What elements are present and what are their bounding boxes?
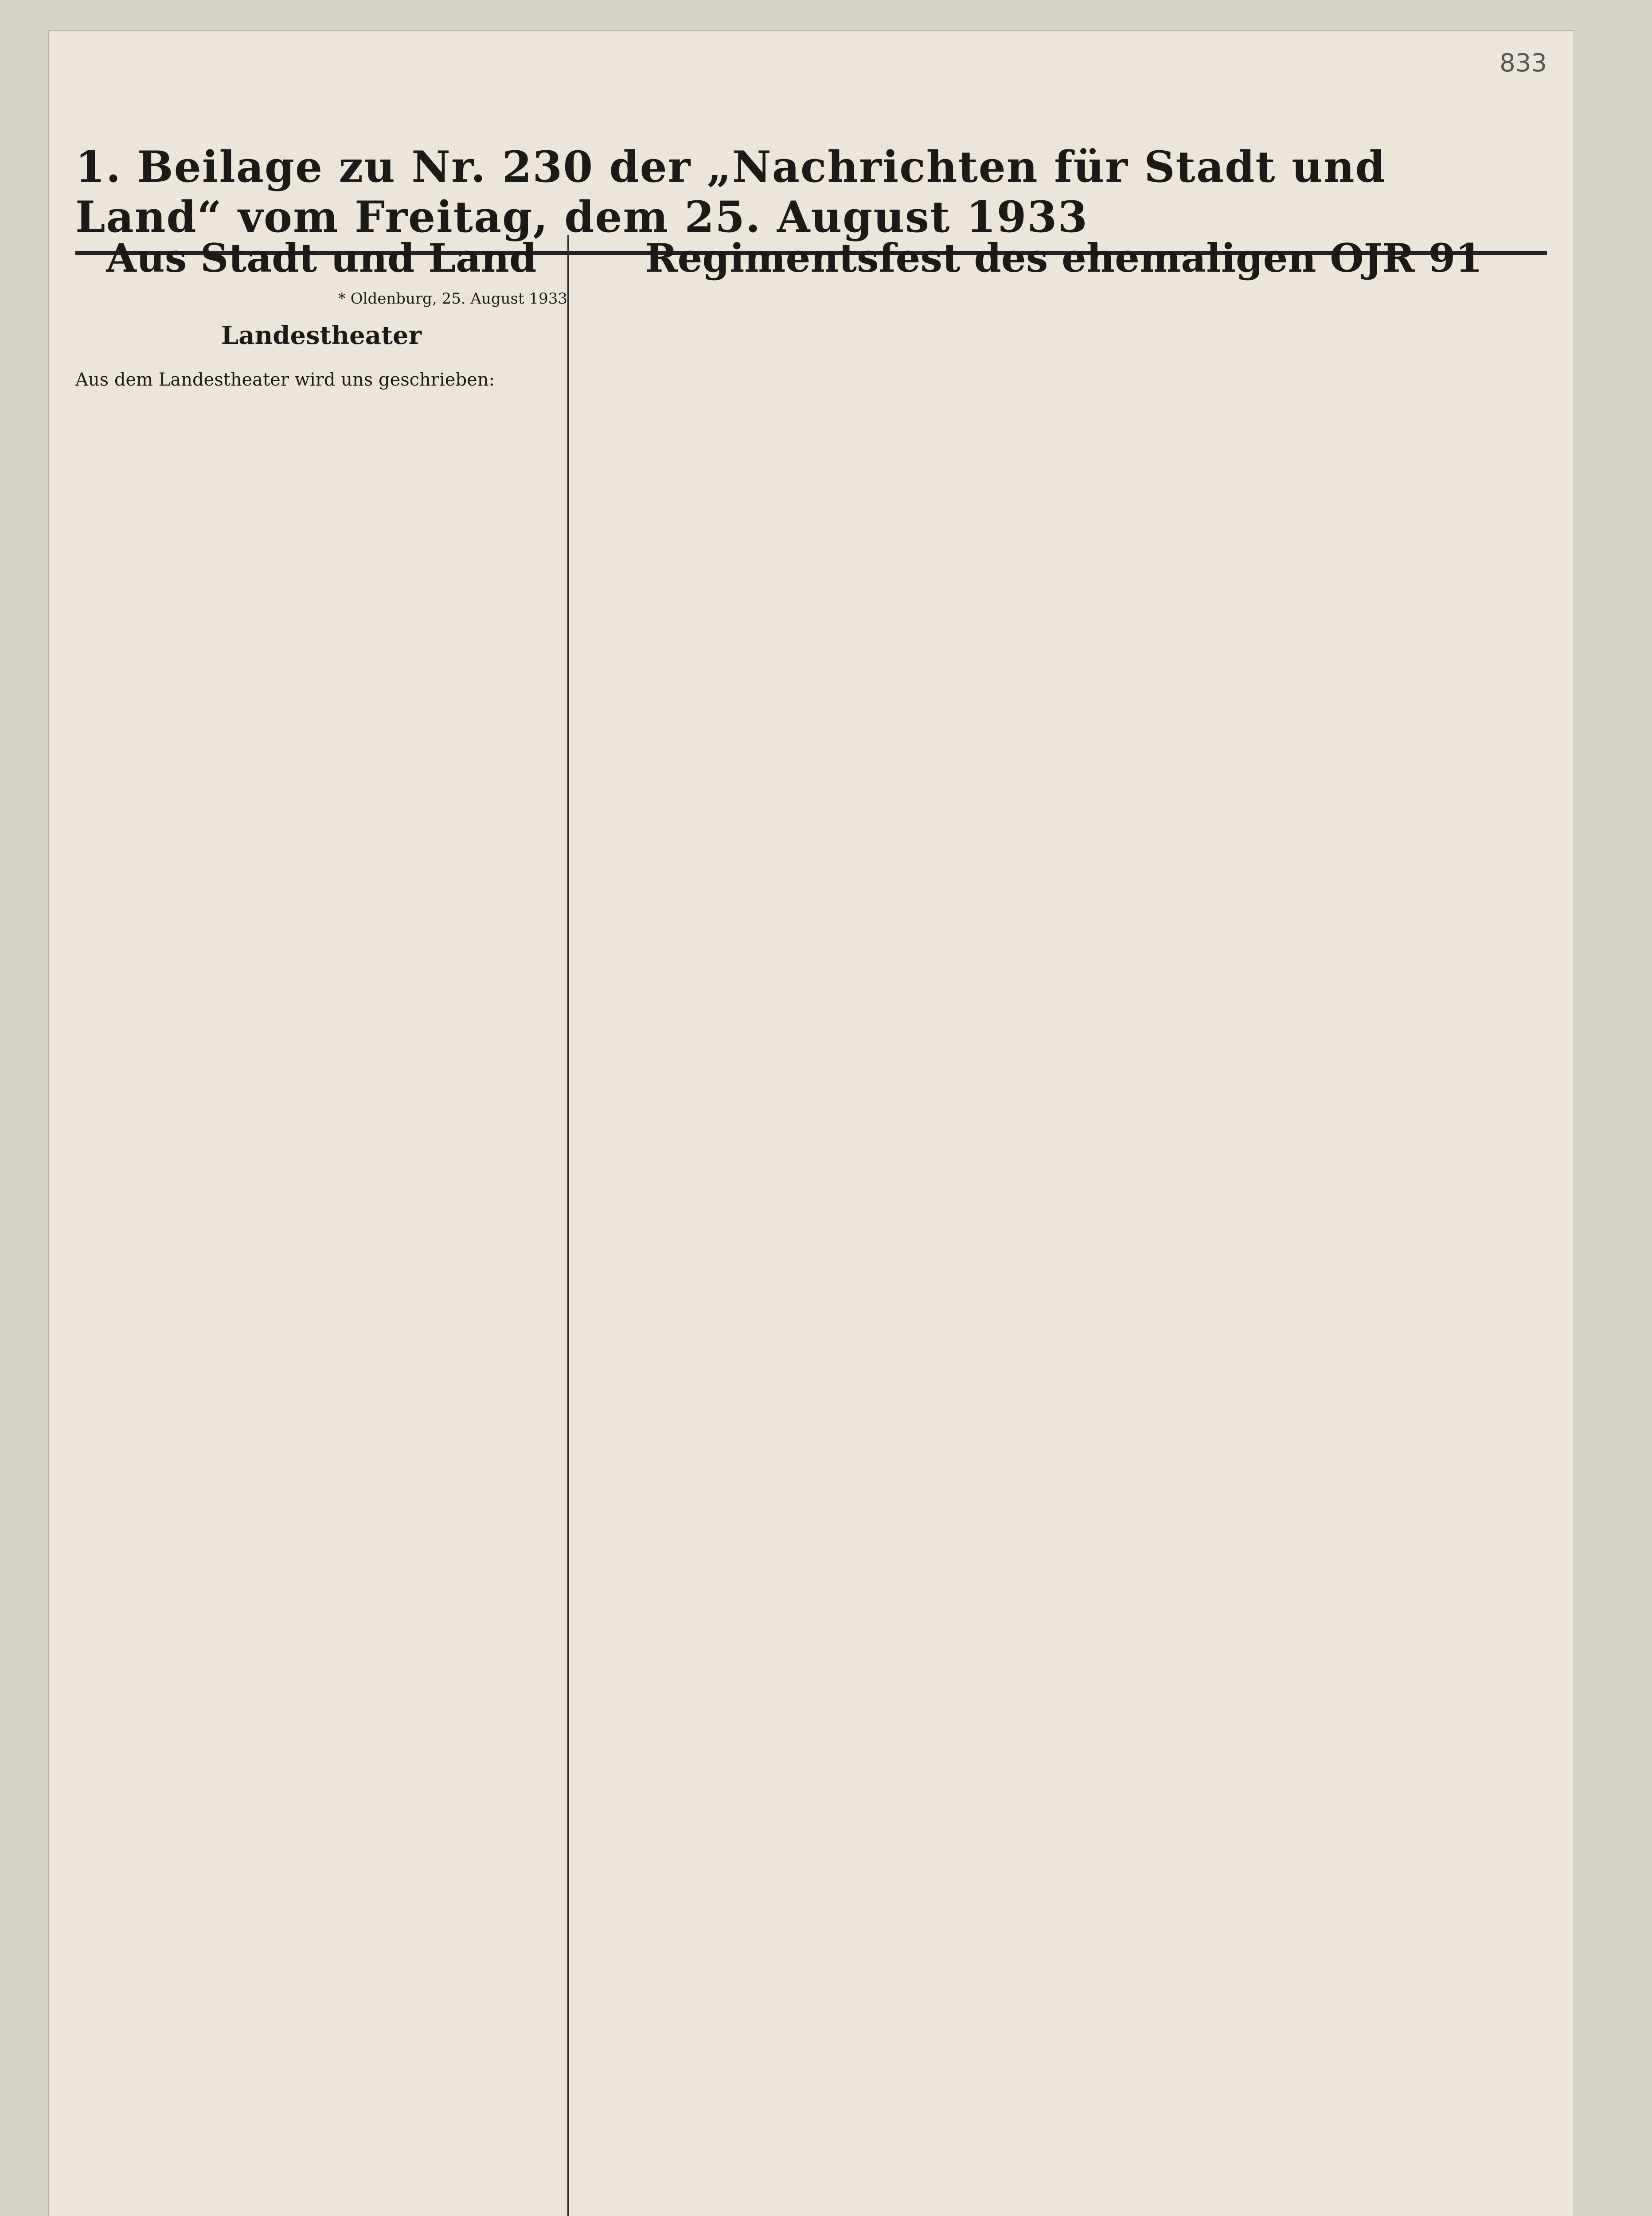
article-lead: Aus dem Landestheater wird uns geschrieben: [75, 370, 495, 390]
column-heading: Aus Stadt und Land [106, 235, 537, 281]
page-number: 833 [1500, 49, 1547, 78]
newspaper-page [49, 31, 1574, 2216]
masthead: 1. Beilage zu Nr. 230 der „Nachrichten für Stadt und Land“ vom Freitag, dem 25. August 1933 [75, 142, 1547, 255]
section-heading: Landestheater [221, 321, 422, 350]
column-stadt-und-land [75, 235, 569, 2216]
dateline: * Oldenburg, 25. August 1933 [338, 290, 567, 308]
column-heading: Regimentsfest des ehemaligen OJR 91 [645, 235, 1483, 281]
column-regimentsfest [581, 235, 1547, 2216]
